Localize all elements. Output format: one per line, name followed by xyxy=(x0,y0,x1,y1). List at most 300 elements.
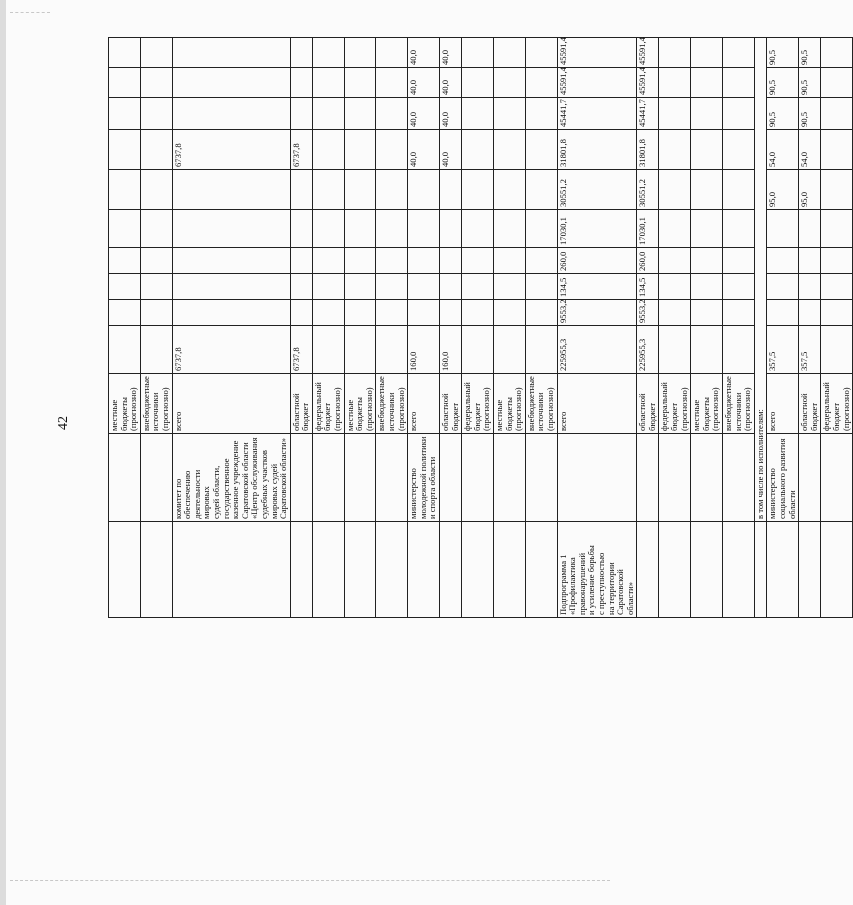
value-cell xyxy=(140,170,172,210)
value-cell xyxy=(767,248,799,274)
value-cell xyxy=(462,98,494,130)
executor-cell xyxy=(799,434,821,522)
value-cell: 40,0 xyxy=(440,38,462,68)
table-row xyxy=(408,38,440,618)
program-cell xyxy=(799,522,821,618)
funding-source-cell-line: всего xyxy=(767,411,778,431)
value-cell xyxy=(140,326,172,374)
funding-source-cell xyxy=(691,374,723,434)
value-cell xyxy=(659,38,691,68)
value-cell xyxy=(799,300,821,326)
funding-source-cell-line: внебюджетные xyxy=(723,376,734,431)
funding-source-cell-line: бюджеты xyxy=(118,397,129,431)
value-cell xyxy=(525,210,557,248)
value-cell xyxy=(109,210,141,248)
executor-cell xyxy=(493,434,525,522)
value-cell xyxy=(493,98,525,130)
value-cell xyxy=(659,98,691,130)
funding-source-cell xyxy=(172,374,290,434)
value-cell: 9553,2 xyxy=(557,300,637,326)
value-cell xyxy=(290,274,312,300)
executors-caption-cell-line: в том числе по исполнителям: xyxy=(754,409,765,519)
scan-edge xyxy=(0,0,6,905)
value-cell xyxy=(290,210,312,248)
value-cell: 17030,1 xyxy=(637,210,659,248)
funding-source-cell-line: бюджет xyxy=(300,402,311,431)
value-cell xyxy=(344,38,376,68)
table-row xyxy=(462,38,494,618)
value-cell xyxy=(376,98,408,130)
funding-source-cell-line: внебюджетные xyxy=(376,376,387,431)
value-cell xyxy=(312,170,344,210)
program-cell xyxy=(557,522,637,618)
table-row xyxy=(344,38,376,618)
value-cell xyxy=(462,274,494,300)
funding-source-cell-line: местные xyxy=(691,399,702,431)
value-cell xyxy=(172,300,290,326)
table-row xyxy=(799,38,821,618)
value-cell xyxy=(312,248,344,274)
funding-source-cell xyxy=(312,374,344,434)
funding-source-cell xyxy=(637,374,659,434)
value-cell xyxy=(172,248,290,274)
program-cell xyxy=(440,522,462,618)
funding-source-cell xyxy=(290,374,312,434)
funding-source-cell-line: (прогнозно) xyxy=(332,387,343,431)
funding-source-cell-line: бюджет xyxy=(322,402,333,431)
program-cell xyxy=(754,522,767,618)
value-cell xyxy=(376,248,408,274)
value-cell xyxy=(440,170,462,210)
value-cell: 95,0 xyxy=(799,170,821,210)
value-cell xyxy=(290,248,312,274)
table-row xyxy=(109,38,141,618)
executor-cell-line: деятельности мировых xyxy=(191,469,212,519)
value-cell xyxy=(376,170,408,210)
executor-cell xyxy=(140,434,172,522)
table-row xyxy=(525,38,557,618)
program-cell-line: с преступностью xyxy=(595,552,606,615)
value-cell xyxy=(493,38,525,68)
value-cell xyxy=(376,274,408,300)
program-cell xyxy=(767,522,799,618)
executor-cell-line: министерство xyxy=(408,468,419,519)
scan-dash-mark xyxy=(10,12,50,13)
executor-cell-line: Саратовской области» xyxy=(278,437,289,519)
value-cell xyxy=(140,274,172,300)
executor-cell-line: области xyxy=(786,490,797,519)
funding-source-cell-line: (прогнозно) xyxy=(513,387,524,431)
value-cell xyxy=(440,300,462,326)
value-cell xyxy=(140,210,172,248)
executor-cell xyxy=(637,434,659,522)
executor-cell xyxy=(172,434,290,522)
funding-source-cell-line: федеральный xyxy=(462,382,473,431)
table-row xyxy=(172,38,290,618)
value-cell xyxy=(723,274,755,300)
value-cell xyxy=(344,98,376,130)
funding-source-cell-line: федеральный xyxy=(659,382,670,431)
value-cell: 54,0 xyxy=(799,130,821,170)
funding-source-cell xyxy=(767,374,799,434)
program-cell xyxy=(376,522,408,618)
funding-source-cell xyxy=(525,374,557,434)
funding-source-cell-line: бюджеты xyxy=(503,397,514,431)
value-cell xyxy=(312,274,344,300)
value-cell xyxy=(440,274,462,300)
value-cell xyxy=(821,68,853,98)
funding-source-cell-line: областной xyxy=(799,393,810,431)
value-cell xyxy=(109,68,141,98)
executor-cell xyxy=(344,434,376,522)
funding-source-cell xyxy=(723,374,755,434)
value-cell xyxy=(723,38,755,68)
table-row xyxy=(659,38,691,618)
executor-cell-line: социального развития xyxy=(777,438,787,519)
table-row xyxy=(691,38,723,618)
value-cell xyxy=(344,170,376,210)
program-cell xyxy=(172,522,290,618)
value-cell xyxy=(767,274,799,300)
value-cell xyxy=(140,130,172,170)
value-cell xyxy=(344,68,376,98)
value-cell xyxy=(109,274,141,300)
value-cell xyxy=(493,326,525,374)
funding-source-cell-line: местные xyxy=(344,399,355,431)
value-cell xyxy=(767,300,799,326)
program-cell xyxy=(109,522,141,618)
program-cell xyxy=(691,522,723,618)
value-cell: 357,5 xyxy=(767,326,799,374)
value-cell xyxy=(493,130,525,170)
value-cell: 90,5 xyxy=(799,98,821,130)
value-cell xyxy=(821,248,853,274)
value-cell xyxy=(344,326,376,374)
funding-source-cell-line: (прогнозно) xyxy=(840,387,851,431)
value-cell: 225955,3 xyxy=(637,326,659,374)
funding-source-cell xyxy=(557,374,637,434)
value-cell xyxy=(172,98,290,130)
value-cell xyxy=(312,326,344,374)
value-cell xyxy=(376,300,408,326)
value-cell xyxy=(376,130,408,170)
value-cell: 357,5 xyxy=(799,326,821,374)
value-cell xyxy=(659,170,691,210)
value-cell xyxy=(659,274,691,300)
value-cell xyxy=(462,248,494,274)
value-cell: 45591,4 xyxy=(637,38,659,68)
program-cell xyxy=(344,522,376,618)
value-cell xyxy=(140,248,172,274)
value-cell xyxy=(821,274,853,300)
value-cell xyxy=(109,98,141,130)
budget-table xyxy=(108,37,853,618)
table-row xyxy=(493,38,525,618)
value-cell: 45441,7 xyxy=(557,98,637,130)
funding-source-cell xyxy=(493,374,525,434)
value-cell: 54,0 xyxy=(767,130,799,170)
value-cell xyxy=(376,210,408,248)
value-cell xyxy=(659,210,691,248)
value-cell xyxy=(109,326,141,374)
program-cell xyxy=(140,522,172,618)
table-row xyxy=(723,38,755,618)
funding-source-cell xyxy=(376,374,408,434)
funding-source-cell xyxy=(659,374,691,434)
value-cell xyxy=(462,130,494,170)
table-row xyxy=(440,38,462,618)
funding-source-cell xyxy=(140,374,172,434)
value-cell: 134,5 xyxy=(557,274,637,300)
program-cell xyxy=(312,522,344,618)
value-cell xyxy=(312,38,344,68)
value-cell xyxy=(172,68,290,98)
funding-source-cell-line: бюджет xyxy=(808,402,819,431)
value-cell xyxy=(312,130,344,170)
value-cell: 40,0 xyxy=(408,130,440,170)
program-cell xyxy=(493,522,525,618)
value-cell xyxy=(821,300,853,326)
funding-source-cell-line: бюджет xyxy=(449,402,460,431)
value-cell xyxy=(723,300,755,326)
value-cell xyxy=(493,300,525,326)
executor-cell-line: и спорта области xyxy=(427,456,438,519)
funding-source-cell-line: внебюджетные xyxy=(525,376,536,431)
executor-cell xyxy=(821,434,853,522)
value-cell xyxy=(723,210,755,248)
value-cell xyxy=(525,248,557,274)
value-cell xyxy=(821,130,853,170)
value-cell xyxy=(691,130,723,170)
executors-caption-cell xyxy=(754,38,767,522)
executor-cell xyxy=(659,434,691,522)
value-cell: 30551,2 xyxy=(637,170,659,210)
value-cell xyxy=(462,170,494,210)
program-cell xyxy=(637,522,659,618)
funding-source-cell-line: внебюджетные xyxy=(140,376,151,431)
program-cell-line: Подпрограмма 1 xyxy=(557,554,568,615)
executor-cell xyxy=(109,434,141,522)
value-cell xyxy=(462,68,494,98)
value-cell: 17030,1 xyxy=(557,210,637,248)
value-cell xyxy=(767,210,799,248)
value-cell: 9553,2 xyxy=(637,300,659,326)
value-cell: 45591,4 xyxy=(557,68,637,98)
value-cell: 40,0 xyxy=(408,98,440,130)
executor-cell xyxy=(691,434,723,522)
rotated-table-container xyxy=(108,37,851,618)
funding-source-cell xyxy=(344,374,376,434)
program-cell xyxy=(525,522,557,618)
value-cell xyxy=(723,68,755,98)
value-cell xyxy=(312,98,344,130)
program-cell-line: правонарушений xyxy=(576,552,587,615)
table-row xyxy=(376,38,408,618)
value-cell xyxy=(440,248,462,274)
value-cell xyxy=(525,98,557,130)
value-cell xyxy=(462,210,494,248)
value-cell xyxy=(376,38,408,68)
value-cell: 160,0 xyxy=(440,326,462,374)
funding-source-cell-line: местные xyxy=(493,399,504,431)
value-cell xyxy=(723,326,755,374)
table-row xyxy=(140,38,172,618)
value-cell xyxy=(290,98,312,130)
value-cell xyxy=(312,68,344,98)
value-cell xyxy=(493,248,525,274)
executor-cell xyxy=(376,434,408,522)
value-cell xyxy=(525,170,557,210)
funding-source-cell-line: бюджет xyxy=(646,402,657,431)
executor-cell-line: Саратовской области xyxy=(239,442,250,519)
value-cell xyxy=(723,130,755,170)
value-cell: 160,0 xyxy=(408,326,440,374)
funding-source-cell-line: федеральный xyxy=(312,382,323,431)
executor-cell xyxy=(290,434,312,522)
value-cell xyxy=(408,300,440,326)
value-cell xyxy=(462,300,494,326)
value-cell xyxy=(723,170,755,210)
executor-cell-line: комитет по обеспечению xyxy=(172,470,193,519)
value-cell xyxy=(493,68,525,98)
funding-source-cell-line: источники xyxy=(386,392,397,431)
value-cell: 45441,7 xyxy=(637,98,659,130)
funding-source-cell-line: областной xyxy=(440,393,450,431)
executor-cell-line: министерство xyxy=(767,468,778,519)
value-cell: 90,5 xyxy=(767,38,799,68)
value-cell xyxy=(109,38,141,68)
executor-cell xyxy=(312,434,344,522)
funding-source-cell-line: областной xyxy=(290,393,301,431)
table-row xyxy=(767,38,799,618)
table-row xyxy=(754,38,767,618)
value-cell xyxy=(659,326,691,374)
value-cell: 40,0 xyxy=(440,98,462,130)
program-cell xyxy=(659,522,691,618)
value-cell xyxy=(525,68,557,98)
value-cell xyxy=(140,68,172,98)
value-cell xyxy=(462,326,494,374)
value-cell xyxy=(408,210,440,248)
value-cell xyxy=(821,170,853,210)
value-cell xyxy=(109,170,141,210)
value-cell: 6737,8 xyxy=(290,130,312,170)
program-cell-line: области» xyxy=(624,581,635,615)
value-cell xyxy=(691,38,723,68)
executor-cell-line: мировых судей xyxy=(268,463,279,519)
funding-source-cell-line: (прогнозно) xyxy=(363,387,374,431)
value-cell: 31801,8 xyxy=(637,130,659,170)
value-cell: 90,5 xyxy=(767,98,799,130)
funding-source-cell-line: (прогнозно) xyxy=(481,387,492,431)
value-cell xyxy=(525,130,557,170)
value-cell xyxy=(691,170,723,210)
value-cell xyxy=(344,274,376,300)
value-cell: 6737,8 xyxy=(172,326,290,374)
funding-source-cell-line: областной xyxy=(637,393,648,431)
executor-cell xyxy=(525,434,557,522)
funding-source-cell-line: федеральный xyxy=(821,382,832,431)
value-cell xyxy=(525,274,557,300)
funding-source-cell xyxy=(799,374,821,434)
funding-source-cell-line: бюджеты xyxy=(354,397,365,431)
funding-source-cell xyxy=(821,374,853,434)
value-cell: 6737,8 xyxy=(290,326,312,374)
value-cell xyxy=(493,210,525,248)
program-cell-line: «Профилактика xyxy=(567,557,578,615)
executor-cell-line: молодежной политики xyxy=(417,436,428,519)
value-cell xyxy=(290,170,312,210)
value-cell xyxy=(376,326,408,374)
funding-source-cell xyxy=(109,374,141,434)
value-cell: 40,0 xyxy=(440,68,462,98)
executor-cell-line: казенное учреждение xyxy=(230,440,241,519)
value-cell xyxy=(408,170,440,210)
funding-source-cell-line: (прогнозно) xyxy=(159,387,170,431)
funding-source-cell-line: всего xyxy=(557,411,568,431)
value-cell xyxy=(344,248,376,274)
funding-source-cell-line: бюджеты xyxy=(700,397,711,431)
funding-source-cell-line: (прогнозно) xyxy=(710,387,721,431)
executor-cell-line: судей области, xyxy=(210,465,221,519)
table-row xyxy=(821,38,853,618)
executor-cell xyxy=(408,434,440,522)
value-cell xyxy=(691,300,723,326)
funding-source-cell xyxy=(440,374,462,434)
value-cell xyxy=(172,210,290,248)
funding-source-cell-line: бюджет xyxy=(830,402,841,431)
funding-source-cell-line: источники xyxy=(150,392,161,431)
funding-source-cell-line: (прогнозно) xyxy=(742,387,753,431)
value-cell: 40,0 xyxy=(408,68,440,98)
value-cell xyxy=(821,210,853,248)
executor-cell xyxy=(462,434,494,522)
value-cell xyxy=(821,38,853,68)
value-cell xyxy=(493,274,525,300)
funding-source-cell-line: (прогнозно) xyxy=(544,387,555,431)
funding-source-cell-line: всего xyxy=(408,411,419,431)
value-cell xyxy=(440,210,462,248)
executor-cell-line: судебных участков xyxy=(258,450,269,519)
value-cell xyxy=(140,98,172,130)
value-cell: 95,0 xyxy=(767,170,799,210)
value-cell xyxy=(172,38,290,68)
funding-source-cell-line: бюджет xyxy=(471,402,482,431)
value-cell xyxy=(344,300,376,326)
executor-cell-line: государственное xyxy=(220,458,231,519)
value-cell xyxy=(799,248,821,274)
table-row xyxy=(557,38,637,618)
funding-source-cell xyxy=(462,374,494,434)
value-cell xyxy=(799,210,821,248)
value-cell: 30551,2 xyxy=(557,170,637,210)
value-cell xyxy=(312,300,344,326)
funding-source-cell-line: (прогнозно) xyxy=(128,387,139,431)
executor-cell-line: «Центр обслуживания xyxy=(249,437,260,519)
value-cell: 45591,4 xyxy=(557,38,637,68)
value-cell xyxy=(172,170,290,210)
funding-source-cell-line: бюджет xyxy=(669,402,680,431)
value-cell xyxy=(799,274,821,300)
value-cell xyxy=(312,210,344,248)
program-cell xyxy=(290,522,312,618)
program-cell xyxy=(821,522,853,618)
program-cell xyxy=(462,522,494,618)
value-cell xyxy=(408,274,440,300)
value-cell xyxy=(691,274,723,300)
table-row xyxy=(637,38,659,618)
value-cell xyxy=(691,98,723,130)
